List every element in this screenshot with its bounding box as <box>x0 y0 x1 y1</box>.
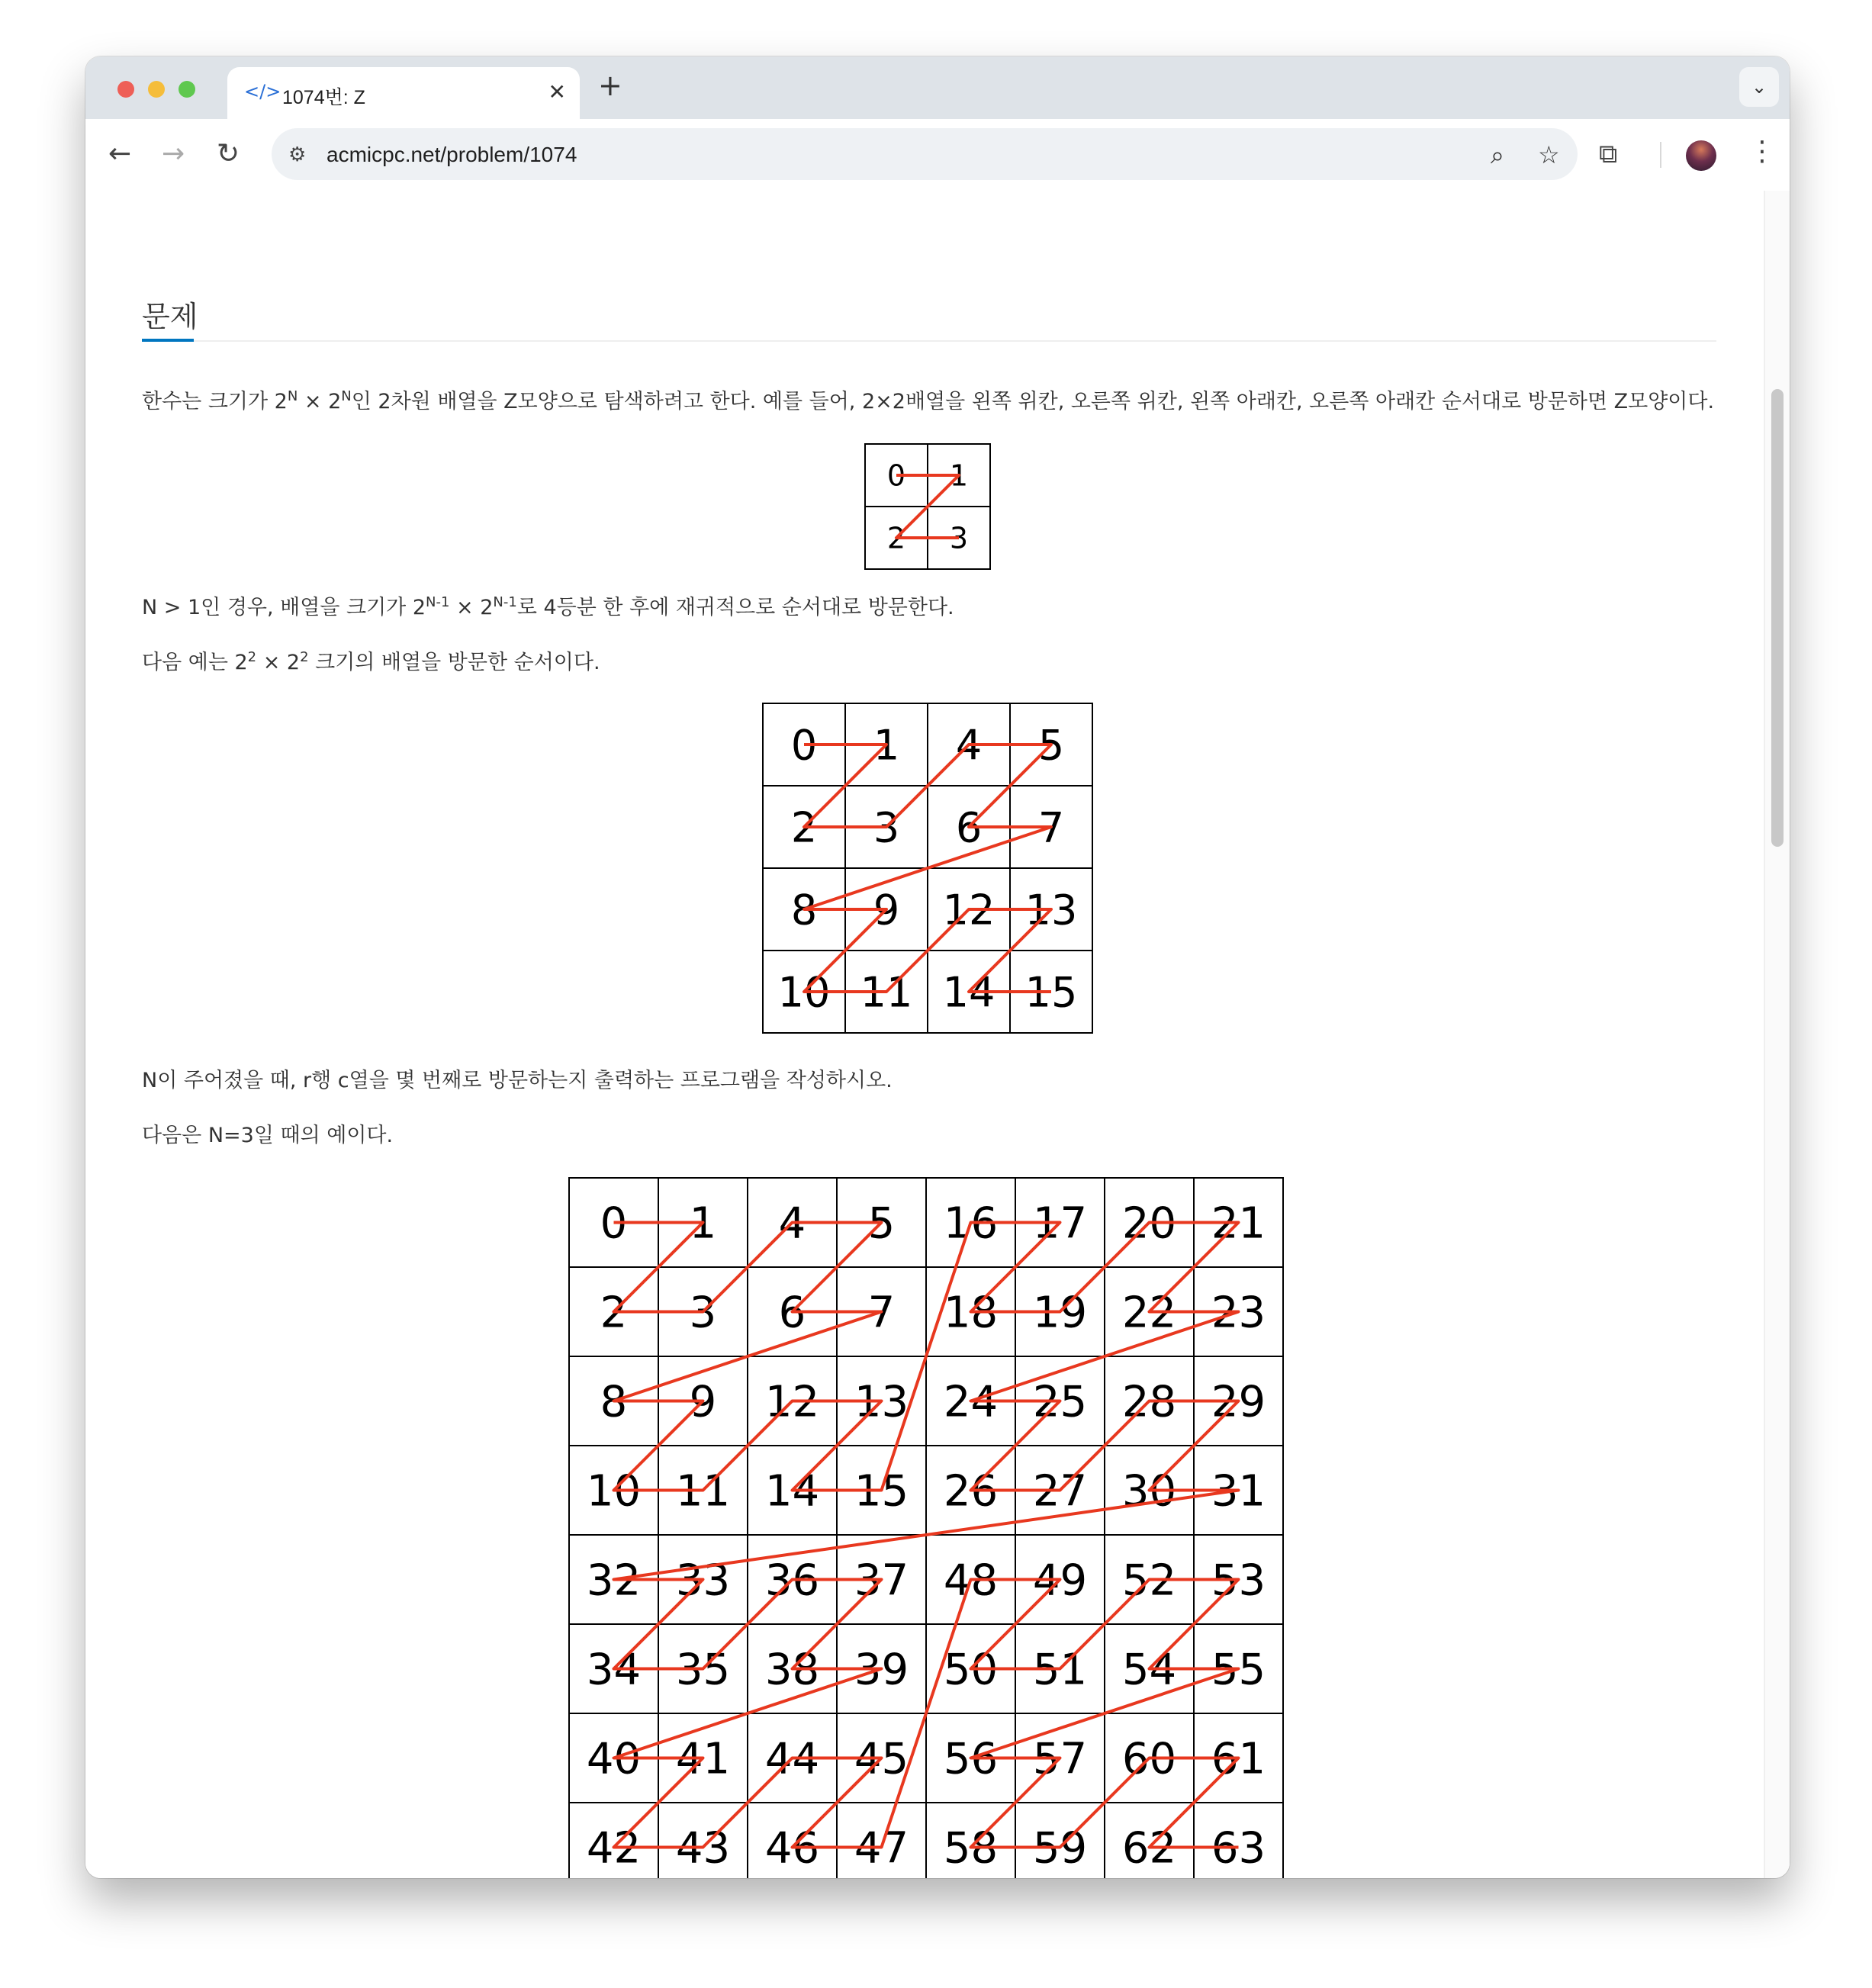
n3-cell-number: 52 <box>1121 1555 1177 1606</box>
n3-cell-number: 33 <box>675 1555 731 1606</box>
n2-cell-number: 2 <box>790 803 818 852</box>
problem-heading: 문제 <box>142 300 198 333</box>
n3-cell-number: 37 <box>854 1555 909 1606</box>
n3-cell-number: 35 <box>675 1645 731 1695</box>
n3-cell-number: 49 <box>1032 1555 1088 1606</box>
n3-cell-number: 40 <box>586 1734 642 1784</box>
minimize-window-button[interactable] <box>148 81 165 98</box>
n3-cell-number: 47 <box>854 1823 909 1874</box>
n2-cell-number: 0 <box>790 721 818 770</box>
toolbar <box>85 119 1790 192</box>
bookmark-star-icon[interactable]: ☆ <box>1538 140 1560 169</box>
n1-cell-number: 2 <box>886 521 906 555</box>
tab-active[interactable] <box>227 67 580 119</box>
n2-cell-number: 11 <box>860 968 913 1017</box>
problem-paragraph-5: 다음은 N=3일 때의 예이다. <box>142 1124 394 1147</box>
n3-cell-number: 20 <box>1121 1198 1177 1249</box>
n3-cell-number: 11 <box>675 1466 731 1517</box>
n3-cell-number: 26 <box>943 1466 999 1517</box>
n3-cell-number: 38 <box>764 1645 820 1695</box>
n1-cell-number: 1 <box>949 458 969 493</box>
n3-cell-number: 6 <box>778 1288 806 1338</box>
n3-cell-number: 18 <box>943 1288 999 1338</box>
tab-search-button[interactable]: ⌄ <box>1739 67 1779 107</box>
n2-cell-number: 15 <box>1024 968 1078 1017</box>
n3-cell-number: 59 <box>1032 1823 1088 1874</box>
toolbar-divider <box>1660 142 1661 168</box>
n2-cell-number: 1 <box>873 721 900 770</box>
zoom-icon[interactable]: ⌕ <box>1491 140 1504 169</box>
n2-cell-number: 10 <box>777 968 831 1017</box>
back-icon[interactable]: ← <box>108 138 132 169</box>
close-tab-icon[interactable]: ✕ <box>548 79 566 105</box>
maximize-window-button[interactable] <box>179 81 195 98</box>
n3-cell-number: 32 <box>586 1555 642 1606</box>
n3-cell-number: 0 <box>600 1198 628 1249</box>
close-window-button[interactable] <box>117 81 134 98</box>
n3-cell-number: 21 <box>1211 1198 1266 1249</box>
n3-cell-number: 43 <box>675 1823 731 1874</box>
heading-divider <box>142 340 1716 342</box>
site-settings-icon[interactable]: ⚙ <box>288 143 307 166</box>
problem-paragraph-2: N > 1인 경우, 배열을 크기가 $2^{N-1} \times 2^{N-1}$로 4등분 한 후에 재귀적으로 순서대로 방문한다. <box>142 594 954 619</box>
problem-paragraph-3: 다음 예는 $2^2 \times 2^2$ 크기의 배열을 방문한 순서이다. <box>142 649 600 674</box>
profile-avatar[interactable] <box>1686 140 1716 171</box>
url-text[interactable]: acmicpc.net/problem/1074 <box>326 143 577 166</box>
n3-cell-number: 31 <box>1211 1466 1266 1517</box>
figure-z-order-n2 <box>761 702 1097 1037</box>
n3-cell-number: 51 <box>1032 1645 1088 1695</box>
n3-cell-number: 12 <box>764 1377 820 1427</box>
n1-cell-number: 0 <box>886 458 906 493</box>
figure-z-order-n1 <box>864 442 992 571</box>
n3-cell-number: 28 <box>1121 1377 1177 1427</box>
n3-cell-number: 48 <box>943 1555 999 1606</box>
n3-cell-number: 9 <box>689 1377 717 1427</box>
tab-bar <box>85 56 1790 119</box>
n3-cell-number: 55 <box>1211 1645 1266 1695</box>
n3-cell-number: 13 <box>854 1377 909 1427</box>
n3-cell-number: 60 <box>1121 1734 1177 1784</box>
n3-cell-number: 36 <box>764 1555 820 1606</box>
more-menu-icon[interactable]: ⋮ <box>1748 136 1776 167</box>
new-tab-button[interactable]: + <box>598 69 622 102</box>
n1-cell-number: 3 <box>949 521 969 555</box>
problem-paragraph-1: 한수는 크기가 $2^N \times 2^N$인 2차원 배열을 Z모양으로 탐색하려고 한다. 예를 들어, 2×2배열을 왼쪽 위칸, 오른쪽 위칸, 왼쪽 아래칸, 오른쪽 아래칸 순서대로 방문하면 Z모양이다. <box>142 388 1715 413</box>
reload-icon[interactable]: ↻ <box>217 138 240 169</box>
n3-cell-number: 34 <box>586 1645 642 1695</box>
page-content <box>85 191 1790 1878</box>
n3-cell-number: 50 <box>943 1645 999 1695</box>
n2-cell-number: 5 <box>1037 721 1065 770</box>
n3-cell-number: 8 <box>600 1377 628 1427</box>
n3-cell-number: 23 <box>1211 1288 1266 1338</box>
n2-cell-number: 7 <box>1037 803 1065 852</box>
n3-cell-number: 5 <box>867 1198 896 1249</box>
n3-cell-number: 3 <box>689 1288 717 1338</box>
n3-cell-number: 30 <box>1121 1466 1177 1517</box>
n2-cell-number: 13 <box>1024 886 1078 934</box>
n3-cell-number: 15 <box>854 1466 909 1517</box>
n3-cell-number: 58 <box>943 1823 999 1874</box>
n3-cell-number: 56 <box>943 1734 999 1784</box>
n3-cell-number: 10 <box>586 1466 642 1517</box>
scrollbar-thumb[interactable] <box>1771 389 1784 847</box>
n3-cell-number: 2 <box>600 1288 628 1338</box>
n3-cell-number: 41 <box>675 1734 731 1784</box>
extensions-icon[interactable]: ⧉ <box>1599 139 1618 169</box>
heading-accent <box>142 339 194 342</box>
forward-icon[interactable]: → <box>162 138 185 169</box>
browser-window <box>85 56 1790 1878</box>
n3-cell-number: 53 <box>1211 1555 1266 1606</box>
n3-cell-number: 63 <box>1211 1823 1266 1874</box>
n3-cell-number: 14 <box>764 1466 820 1517</box>
tab-title: 1074번: Z <box>282 87 365 108</box>
n3-cell-number: 61 <box>1211 1734 1266 1784</box>
n3-cell-number: 44 <box>764 1734 820 1784</box>
n3-cell-number: 62 <box>1121 1823 1177 1874</box>
n3-cell-number: 45 <box>854 1734 909 1784</box>
n2-cell-number: 3 <box>873 803 900 852</box>
n3-cell-number: 1 <box>689 1198 717 1249</box>
n3-cell-number: 24 <box>943 1377 999 1427</box>
n2-cell-number: 12 <box>942 886 996 934</box>
n3-cell-number: 22 <box>1121 1288 1177 1338</box>
n3-cell-number: 54 <box>1121 1645 1177 1695</box>
n2-cell-number: 6 <box>955 803 983 852</box>
n3-cell-number: 7 <box>867 1288 896 1338</box>
n3-cell-number: 19 <box>1032 1288 1088 1338</box>
scrollbar[interactable] <box>1764 191 1790 1878</box>
problem-paragraph-4: N이 주어졌을 때, r행 c열을 몇 번째로 방문하는지 출력하는 프로그램을 작성하시오. <box>142 1069 893 1092</box>
n3-cell-number: 57 <box>1032 1734 1088 1784</box>
code-icon: </> <box>244 81 281 102</box>
n3-cell-number: 27 <box>1032 1466 1088 1517</box>
n3-cell-number: 17 <box>1032 1198 1088 1249</box>
n2-cell-number: 14 <box>942 968 996 1017</box>
n3-cell-number: 29 <box>1211 1377 1266 1427</box>
n2-cell-number: 8 <box>790 886 818 934</box>
n3-cell-number: 16 <box>943 1198 999 1249</box>
n3-cell-number: 25 <box>1032 1377 1088 1427</box>
n3-cell-number: 42 <box>586 1823 642 1874</box>
address-bar[interactable] <box>272 128 1578 180</box>
n3-cell-number: 39 <box>854 1645 909 1695</box>
n2-cell-number: 9 <box>873 886 900 934</box>
n2-cell-number: 4 <box>955 721 983 770</box>
n3-cell-number: 46 <box>764 1823 820 1874</box>
n3-cell-number: 4 <box>778 1198 806 1249</box>
figure-z-order-n3 <box>568 1176 1289 1878</box>
